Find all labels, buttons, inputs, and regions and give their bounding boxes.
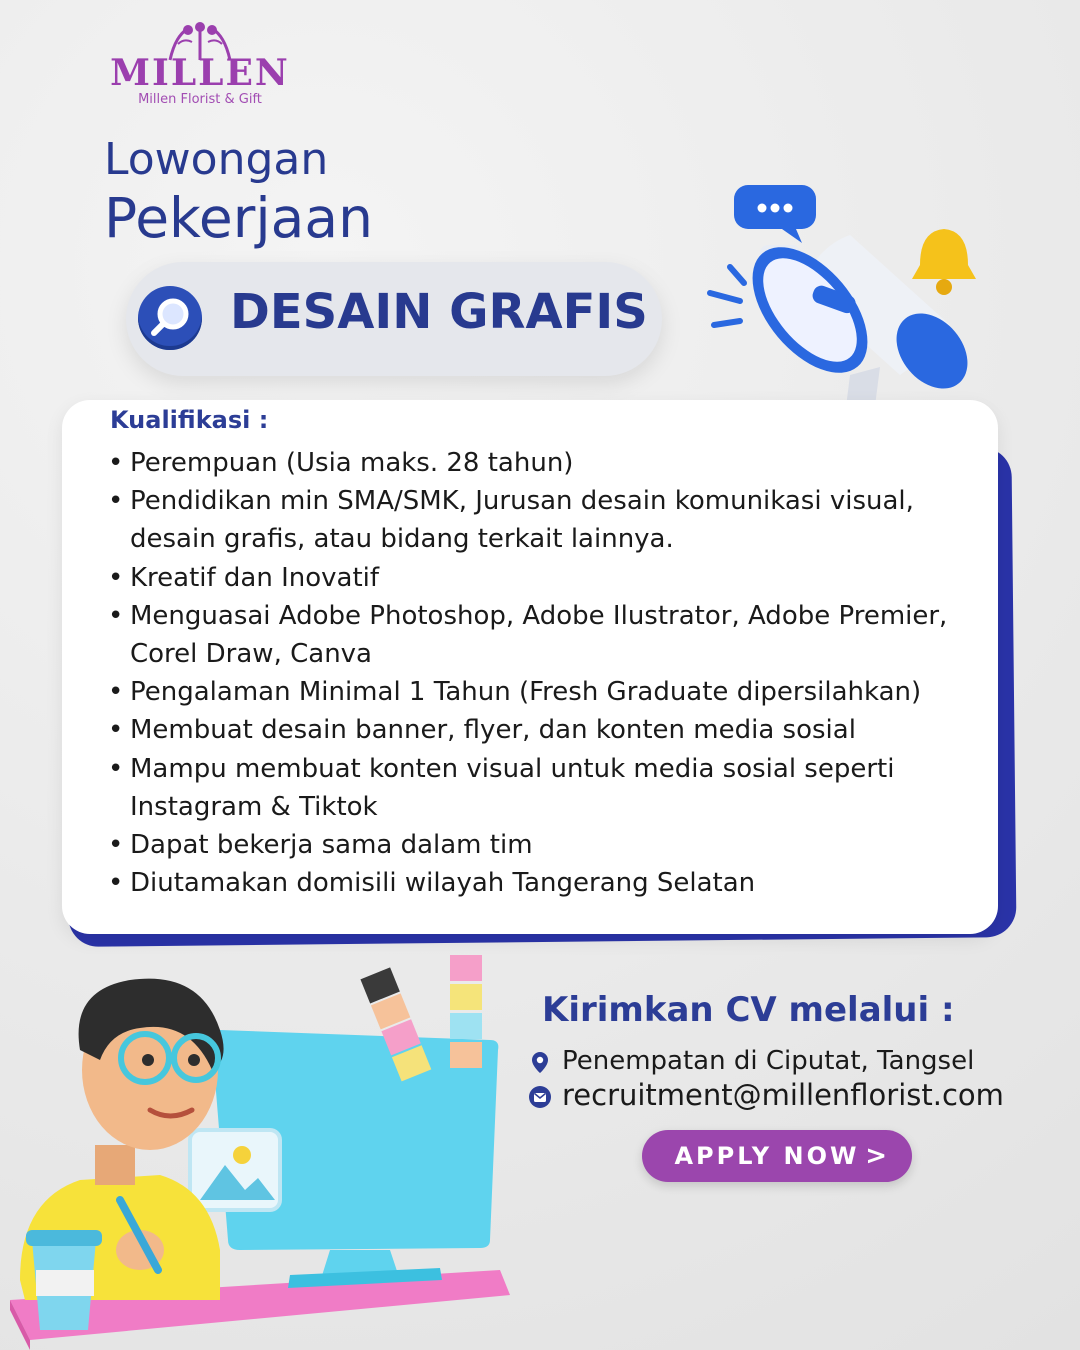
email-icon — [528, 1085, 552, 1109]
contact-title: Kirimkan CV melalui : — [542, 990, 955, 1030]
apply-now-label: APPLY NOW — [674, 1142, 860, 1170]
qualification-card — [62, 400, 998, 934]
list-item: • Diutamakan domisili wilayah Tangerang Selatan — [108, 864, 988, 902]
position-title: DESAIN GRAFIS — [230, 284, 648, 340]
location-text: Penempatan di Ciputat, Tangsel — [562, 1046, 975, 1076]
list-item: • Perempuan (Usia maks. 28 tahun) — [108, 444, 988, 482]
qualification-list — [108, 444, 988, 902]
headline-line-2: Pekerjaan — [104, 186, 373, 250]
list-item: • Menguasai Adobe Photoshop, Adobe Ilustrator, Adobe Premier, Corel Draw, Canva — [108, 597, 988, 673]
position-pill — [126, 262, 662, 376]
email-text[interactable]: recruitment@millenflorist.com — [562, 1078, 1004, 1112]
list-item: • Membuat desain banner, flyer, dan konten media sosial — [108, 711, 988, 749]
search-icon — [138, 286, 202, 350]
chevron-right-icon: > — [865, 1141, 890, 1171]
list-item: • Pendidikan min SMA/SMK, Jurusan desain komunikasi visual, desain grafis, atau bidang terkait lainnya. — [108, 482, 988, 558]
contact-email — [528, 1078, 1004, 1112]
designer-illustration — [0, 950, 520, 1350]
contact-location — [528, 1046, 974, 1076]
list-item: • Mampu membuat konten visual untuk media sosial seperti Instagram & Tiktok — [108, 750, 988, 826]
brand-logo — [100, 22, 300, 114]
brand-wordmark: MILLEN — [110, 52, 290, 94]
apply-now-button[interactable] — [642, 1130, 912, 1182]
list-item: • Kreatif dan Inovatif — [108, 559, 988, 597]
bell-icon — [912, 229, 976, 279]
list-item: • Dapat bekerja sama dalam tim — [108, 826, 988, 864]
chat-bubble-icon — [734, 185, 816, 243]
headline-line-1: Lowongan — [104, 134, 329, 185]
list-item: • Pengalaman Minimal 1 Tahun (Fresh Graduate dipersilahkan) — [108, 673, 988, 711]
location-pin-icon — [528, 1050, 552, 1074]
brand-tagline: Millen Florist & Gift — [138, 92, 262, 107]
qualification-title: Kualifikasi : — [110, 406, 269, 434]
